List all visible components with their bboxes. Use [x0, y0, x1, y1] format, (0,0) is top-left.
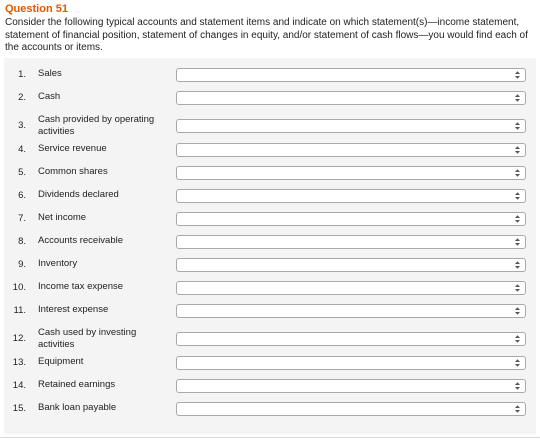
- item-number: 12.: [12, 333, 26, 344]
- chevron-updown-icon: [514, 168, 521, 178]
- item-number: 4.: [18, 144, 26, 155]
- statement-select[interactable]: [176, 143, 526, 157]
- item-label: Inventory: [38, 258, 78, 269]
- statement-select[interactable]: [176, 258, 526, 272]
- item-row: [4, 189, 536, 205]
- item-label: Common shares: [38, 166, 108, 177]
- item-label: Cash: [38, 91, 61, 102]
- chevron-updown-icon: [514, 358, 521, 368]
- item-row: [4, 356, 536, 372]
- item-label: Accounts receivable: [38, 235, 124, 246]
- item-row: [4, 402, 536, 418]
- item-row: [4, 258, 536, 274]
- items-table: [4, 58, 536, 434]
- item-number: 10.: [12, 282, 26, 293]
- statement-select[interactable]: [176, 281, 526, 295]
- item-label: Service revenue: [38, 143, 107, 154]
- item-row: [4, 327, 536, 353]
- item-number: 11.: [13, 305, 26, 316]
- statement-select[interactable]: [176, 68, 526, 82]
- item-label: Cash used by investing activities: [38, 327, 137, 350]
- statement-select[interactable]: [176, 212, 526, 226]
- statement-select[interactable]: [176, 166, 526, 180]
- item-number: 5.: [18, 167, 26, 178]
- item-number: 1.: [18, 69, 26, 80]
- item-number: 8.: [18, 236, 26, 247]
- item-row: [4, 379, 536, 395]
- chevron-updown-icon: [514, 70, 521, 80]
- item-number: 14.: [12, 380, 26, 391]
- item-number: 7.: [18, 213, 26, 224]
- item-label: Equipment: [38, 356, 84, 367]
- chevron-updown-icon: [514, 381, 521, 391]
- chevron-updown-icon: [514, 145, 521, 155]
- statement-select[interactable]: [176, 402, 526, 416]
- chevron-updown-icon: [514, 334, 521, 344]
- item-label: Sales: [38, 68, 62, 79]
- chevron-updown-icon: [514, 191, 521, 201]
- item-number: 13.: [12, 357, 26, 368]
- statement-select[interactable]: [176, 379, 526, 393]
- chevron-updown-icon: [514, 283, 521, 293]
- item-row: [4, 212, 536, 228]
- item-label: Dividends declared: [38, 189, 119, 200]
- item-label: Bank loan payable: [38, 402, 117, 413]
- item-row: [4, 143, 536, 159]
- statement-select[interactable]: [176, 189, 526, 203]
- chevron-updown-icon: [514, 237, 521, 247]
- item-number: 2.: [18, 92, 26, 103]
- chevron-updown-icon: [514, 214, 521, 224]
- item-label: Retained earnings: [38, 379, 116, 390]
- statement-select[interactable]: [176, 332, 526, 346]
- item-number: 15.: [12, 403, 26, 414]
- item-label: Interest expense: [38, 304, 109, 315]
- question-title: Question 51: [5, 3, 68, 15]
- item-label: Income tax expense: [38, 281, 124, 292]
- question-prompt: Consider the following typical accounts and statement items and indicate on which statement(s)—income statement, statement of financial position, statement of changes in equity, and/or statement of cash flows—you would find each of the accounts or items.: [5, 17, 528, 53]
- chevron-updown-icon: [514, 404, 521, 414]
- statement-select[interactable]: [176, 91, 526, 105]
- statement-select[interactable]: [176, 235, 526, 249]
- item-row: [4, 68, 536, 84]
- chevron-updown-icon: [514, 121, 521, 131]
- item-row: [4, 91, 536, 107]
- chevron-updown-icon: [514, 306, 521, 316]
- item-number: 3.: [18, 120, 26, 131]
- item-row: [4, 304, 536, 320]
- item-row: [4, 166, 536, 182]
- item-label: Net income: [38, 212, 87, 223]
- statement-select[interactable]: [176, 304, 526, 318]
- item-number: 9.: [18, 259, 26, 270]
- item-number: 6.: [18, 190, 26, 201]
- item-label: Cash provided by operating activities: [38, 114, 155, 137]
- item-row: [4, 235, 536, 251]
- divider: [0, 437, 540, 438]
- item-row: [4, 281, 536, 297]
- statement-select[interactable]: [176, 119, 526, 133]
- chevron-updown-icon: [514, 260, 521, 270]
- chevron-updown-icon: [514, 93, 521, 103]
- item-row: [4, 114, 536, 140]
- statement-select[interactable]: [176, 356, 526, 370]
